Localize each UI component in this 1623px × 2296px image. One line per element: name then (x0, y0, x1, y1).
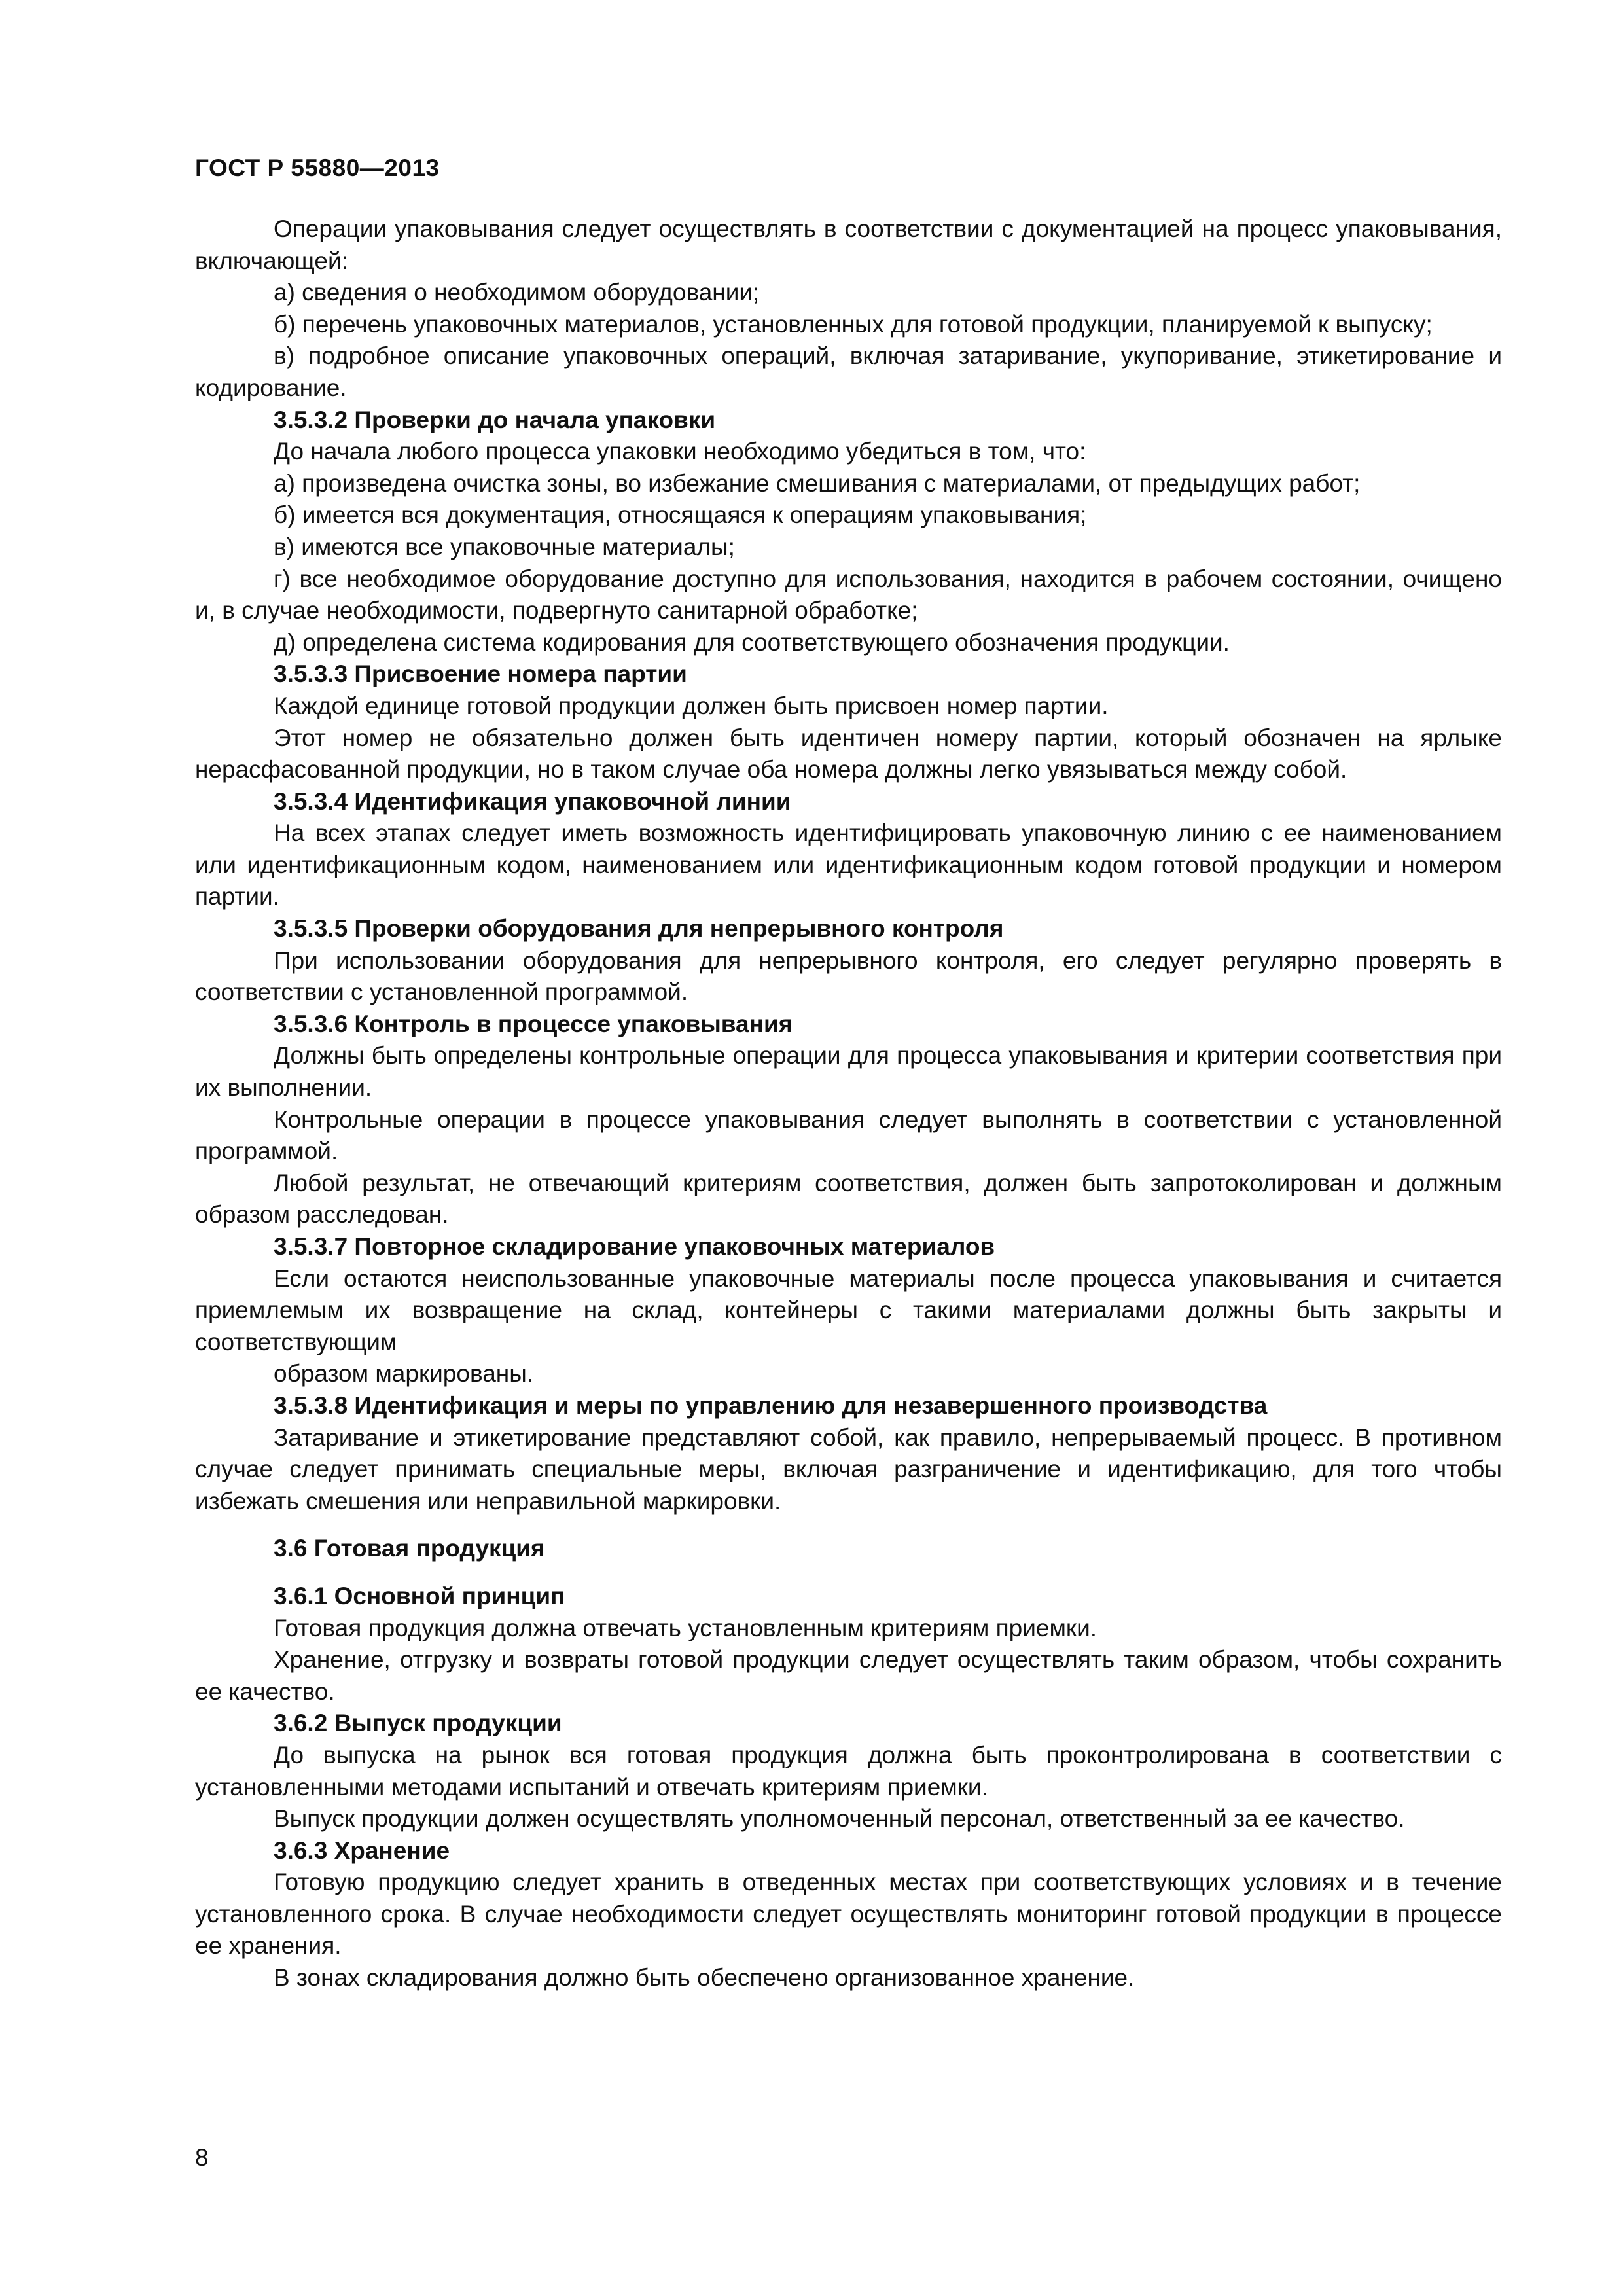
subsection-heading: 3.5.3.8 Идентификация и меры по управлению для незавершенного производства (274, 1391, 1268, 1419)
subsection-heading: 3.5.3.4 Идентификация упаковочной линии (274, 787, 791, 815)
subsection-heading: 3.6.3 Хранение (274, 1837, 450, 1864)
body-paragraph: Контрольные операции в процессе упаковывания следует выполнять в соответствии с установленной программой. (195, 1105, 1502, 1165)
body-paragraph: г) все необходимое оборудование доступно для использования, находится в рабочем состоянии, очищено и, в случае необходимости, подвергнуто санитарной обработке; (195, 565, 1502, 624)
document-body (195, 213, 1502, 1994)
subsection-heading: 3.5.3.6 Контроль в процессе упаковывания (274, 1010, 793, 1037)
body-paragraph: в) подробное описание упаковочных операций, включая затаривание, укупоривание, этикетирование и кодирование. (195, 342, 1502, 401)
subsection-heading: 3.5.3.3 Присвоение номера партии (274, 660, 687, 688)
body-paragraph: Затаривание и этикетирование представляют собой, как правило, непрерываемый процесс. В противном случае следует принимать специальные меры, включая разграничение и идентификацию, для того чтобы избежать смешения или неправильной маркировки. (195, 1424, 1502, 1515)
body-paragraph: Операции упаковывания следует осуществлять в соответствии с документацией на процесс упаковывания, включающей: (195, 215, 1502, 274)
body-paragraph: в) имеются все упаковочные материалы; (274, 533, 735, 560)
body-paragraph: Хранение, отгрузку и возвраты готовой продукции следует осуществлять таким образом, чтобы сохранить ее качество. (195, 1646, 1502, 1705)
body-paragraph: а) произведена очистка зоны, во избежание смешивания с материалами, от предыдущих работ; (274, 469, 1361, 497)
body-paragraph: образом маркированы. (274, 1360, 534, 1388)
body-paragraph: б) перечень упаковочных материалов, установленных для готовой продукции, планируемой к выпуску; (274, 310, 1433, 338)
body-paragraph: Выпуск продукции должен осуществлять уполномоченный персонал, ответственный за ее качество. (274, 1805, 1405, 1833)
body-paragraph: Готовая продукция должна отвечать установленным критериям приемки. (274, 1614, 1097, 1641)
body-paragraph: Этот номер не обязательно должен быть идентичен номеру партии, который обозначен на ярлыке нерасфасованной продукции, но в таком случае оба номера должны легко увязываться между собой. (195, 724, 1502, 783)
subsection-heading: 3.6.1 Основной принцип (274, 1582, 565, 1609)
body-paragraph: В зонах складирования должно быть обеспечено организованное хранение. (274, 1964, 1135, 1992)
body-paragraph: Готовую продукцию следует хранить в отведенных местах при соответствующих условиях и в течение установленного срока. В случае необходимости следует осуществлять мониторинг готовой продукции в процессе ее хранения. (195, 1869, 1502, 1960)
body-paragraph: При использовании оборудования для непрерывного контроля, его следует регулярно проверять в соответствии с установленной программой. (195, 946, 1502, 1006)
body-paragraph: До начала любого процесса упаковки необходимо убедиться в том, что: (274, 438, 1086, 465)
document-code-header: ГОСТ Р 55880—2013 (195, 154, 440, 181)
body-paragraph: б) имеется вся документация, относящаяся к операциям упаковывания; (274, 501, 1087, 529)
body-paragraph: Должны быть определены контрольные операции для процесса упаковывания и критерии соответствия при их выполнении. (195, 1042, 1502, 1102)
body-paragraph: Любой результат, не отвечающий критериям соответствия, должен быть запротоколирован и должным образом расследован. (195, 1169, 1502, 1229)
body-paragraph: До выпуска на рынок вся готовая продукция должна быть проконтролирована в соответствии с установленными методами испытаний и отвечать критериям приемки. (195, 1741, 1502, 1801)
body-paragraph: д) определена система кодирования для соответствующего обозначения продукции. (274, 628, 1230, 656)
subsection-heading: 3.5.3.7 Повторное складирование упаковочных материалов (274, 1233, 995, 1260)
subsection-heading: 3.5.3.2 Проверки до начала упаковки (274, 406, 716, 433)
subsection-heading: 3.5.3.5 Проверки оборудования для непрерывного контроля (274, 915, 1004, 942)
body-paragraph: Если остаются неиспользованные упаковочные материалы после процесса упаковывания и считается приемлемым их возвращение на склад, контейнеры с такими материалами должны быть закрыты и соответствующим (195, 1265, 1502, 1355)
body-paragraph: Каждой единице готовой продукции должен быть присвоен номер партии. (274, 692, 1109, 719)
section-heading: 3.6 Готовая продукция (274, 1535, 545, 1562)
subsection-heading: 3.6.2 Выпуск продукции (274, 1710, 562, 1737)
body-paragraph: На всех этапах следует иметь возможность идентифицировать упаковочную линию с ее наименованием или идентификационным кодом, наименованием или идентификационным кодом готовой продукции и номером партии. (195, 819, 1502, 910)
page-number: 8 (195, 2144, 209, 2171)
body-paragraph: а) сведения о необходимом оборудовании; (274, 279, 760, 306)
